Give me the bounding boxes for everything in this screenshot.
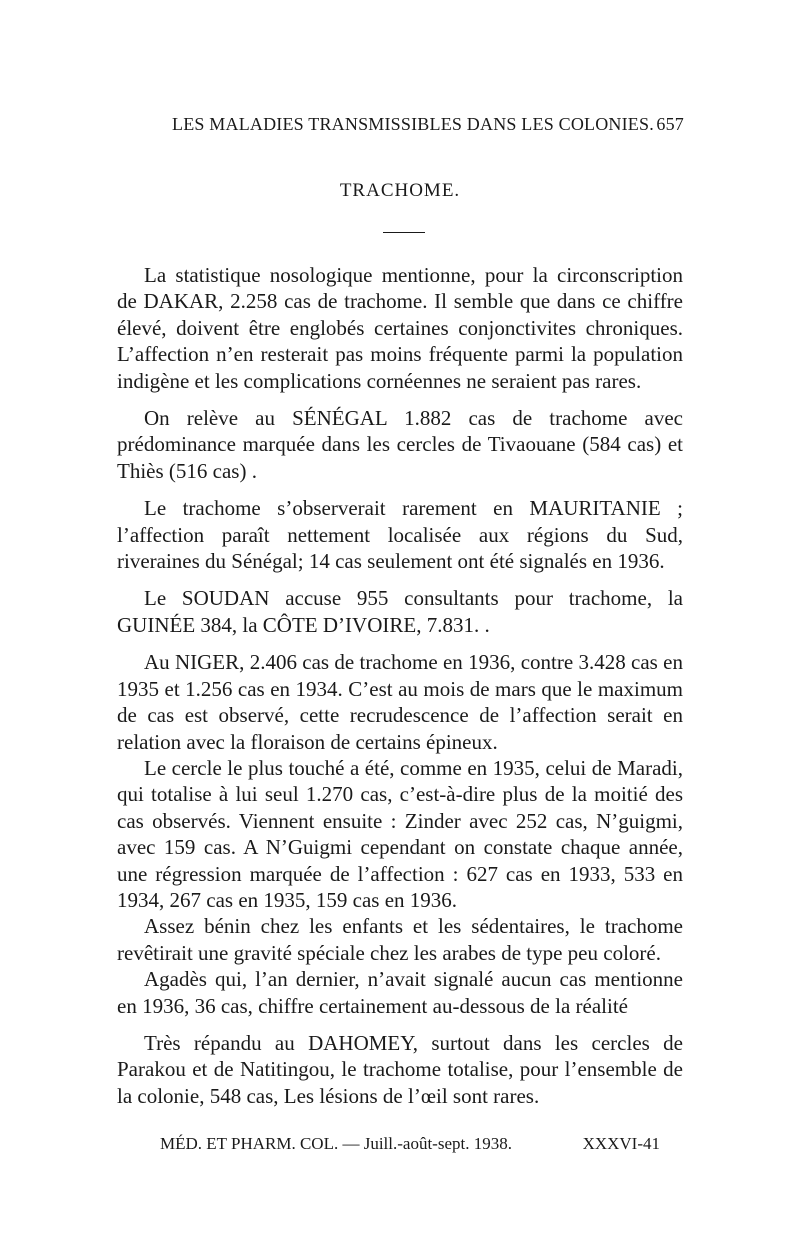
- page-footer: [160, 1134, 660, 1154]
- paragraph-enfants: Assez bénin chez les enfants et les sédentaires, le trachome revêtirait une gravité spéciale chez les arabes de type peu coloré.: [117, 914, 683, 965]
- running-title: LES MALADIES TRANSMISSIBLES DANS LES COLONIES.: [172, 114, 654, 134]
- paragraph-dakar: La statistique nosologique mentionne, pour la circonscription de DAKAR, 2.258 cas de trachome. Il semble que dans ce chiffre élevé, doivent être englobés certaines conjonctivites chroniques. L’affection n’en resterait pas moins fréquente parmi la population indigène et les complications cornéennes ne seraient pas rares.: [117, 263, 683, 393]
- running-header: [172, 114, 684, 135]
- paragraph-agades: Agadès qui, l’an dernier, n’avait signalé aucun cas mentionne en 1936, 36 cas, chiffre certainement au-dessous de la réalité: [117, 967, 683, 1018]
- section-title: TRACHOME.: [339, 180, 461, 201]
- paragraph-mauritanie: Le trachome s’observerait rarement en MAURITANIE ; l’affection paraît nettement localisée aux régions du Sud, riveraines du Sénégal; 14 cas seulement ont été signalés en 1936.: [117, 496, 683, 574]
- paragraph-senegal: On relève au SÉNÉGAL 1.882 cas de trachome avec prédominance marquée dans les cercles de Tivaouane (584 cas) et Thiès (516 cas) .: [117, 406, 683, 483]
- title-divider: [383, 232, 425, 233]
- body-text: [117, 262, 683, 1109]
- paragraph-niger: Au NIGER, 2.406 cas de trachome en 1936, contre 3.428 cas en 1935 et 1.256 cas en 1934. C’est au mois de mars que le maximum de cas est observé, cette recrudescence de l’affection serait en relation avec la floraison de certains épineux.: [117, 650, 683, 754]
- paragraph-maradi: Le cercle le plus touché a été, comme en 1935, celui de Maradi, qui totalise à lui seul 1.270 cas, c’est-à-dire plus de la moitié des cas observés. Viennent ensuite : Zinder avec 252 cas, N’guigmi, avec 159 cas. A N’Guigmi cependant on constate chaque année, une régression marquée de l’affection : 627 cas en 1933, 533 en 1934, 267 cas en 1935, 159 cas en 1936.: [117, 755, 683, 912]
- signature-mark: XXXVI-41: [582, 1134, 660, 1153]
- paragraph-soudan: Le SOUDAN accuse 955 consultants pour trachome, la GUINÉE 384, la CÔTE D’IVOIRE, 7.831. .: [117, 586, 683, 637]
- paragraph-dahomey: Très répandu au DAHOMEY, surtout dans les cercles de Parakou et de Natitingou, le trachome totalise, pour l’ensemble de la colonie, 548 cas, Les lésions de l’œil sont rares.: [117, 1030, 683, 1108]
- page-number: 657: [656, 114, 684, 134]
- journal-reference: MÉD. ET PHARM. COL. — Juill.-août-sept. 1938.: [160, 1134, 512, 1153]
